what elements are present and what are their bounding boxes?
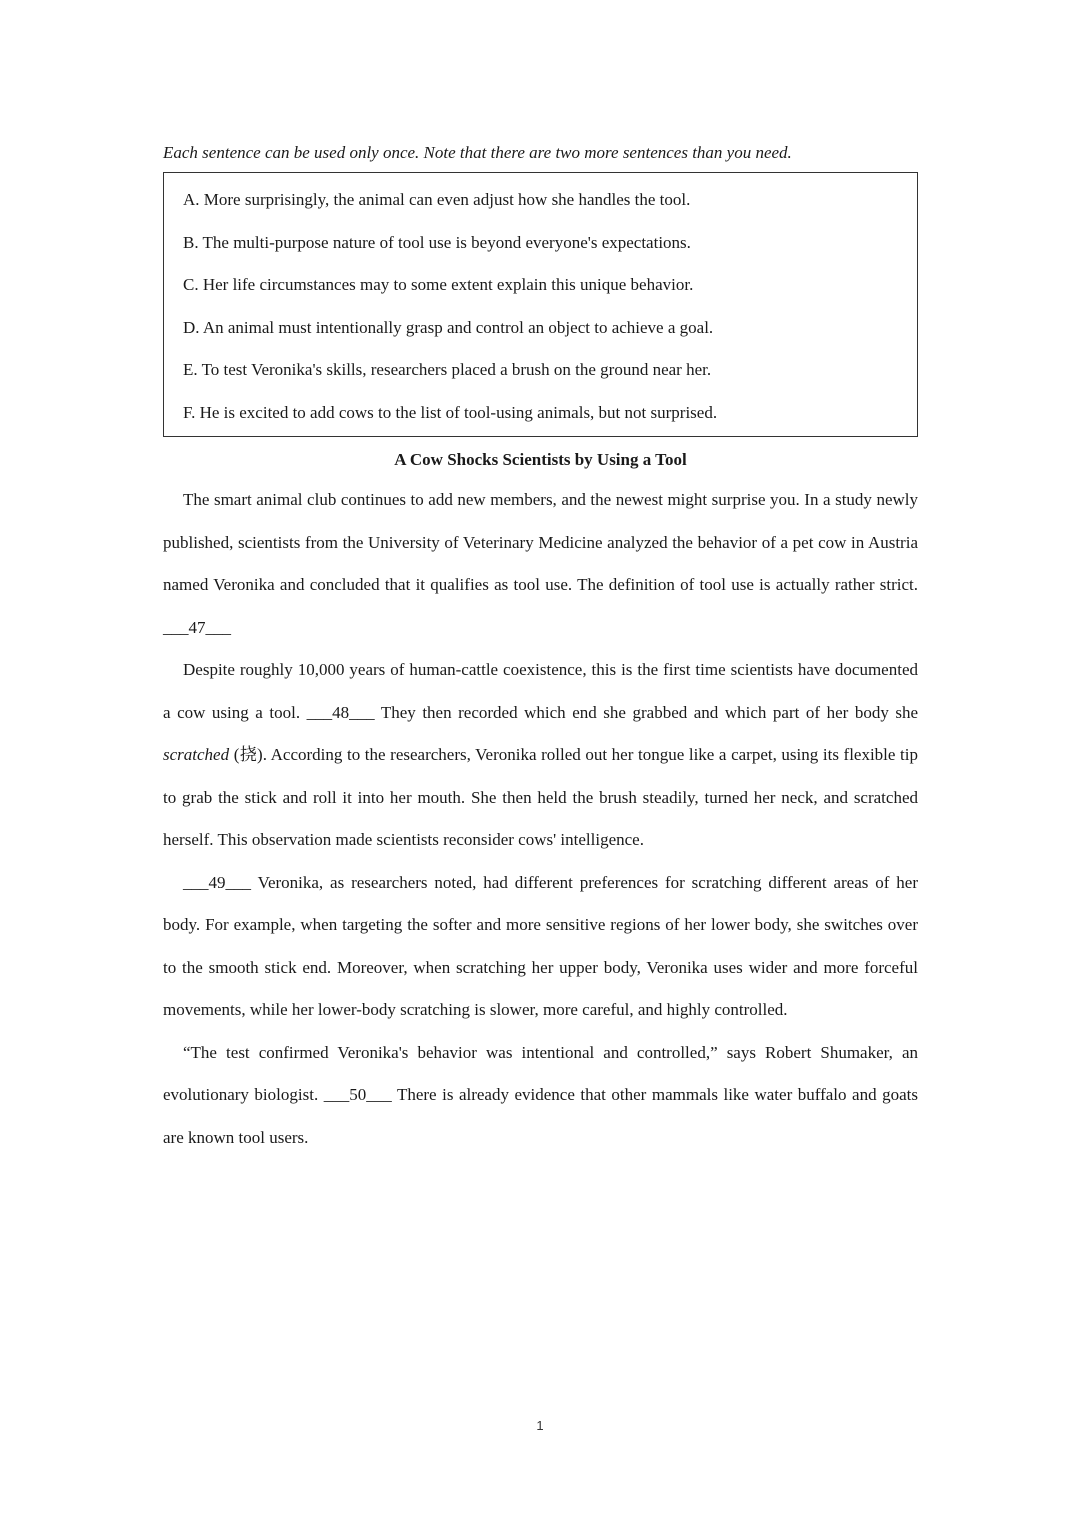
options-box <box>163 172 918 437</box>
option-c: C. Her life circumstances may to some extent explain this unique behavior. <box>183 275 694 294</box>
blank-49: ___49___ <box>183 872 251 892</box>
paragraph-3-text: Veronika, as researchers noted, had different preferences for scratching different areas of her body. For example, when targeting the softer and more sensitive regions of her lower body, she switches over to the smooth stick end. Moreover, when scratching her upper body, Veronika uses wider and more forceful movements, while her lower-body scratching is slower, more careful, and highly controlled. <box>163 872 918 1019</box>
paragraph-1 <box>163 479 918 649</box>
paragraph-2-text-mid: They then recorded which end she grabbed and which part of her body she <box>380 702 919 722</box>
paragraph-4 <box>163 1032 918 1160</box>
paragraph-1-text: The smart animal club continues to add new members, and the newest might surprise you. In a study newly published, scientists from the University of Veterinary Medicine analyzed the behavior of a pet cow in Austria named Veronika and concluded that it qualifies as tool use. The definition of tool use is actually rather strict. <box>163 490 918 594</box>
paragraph-4-text-end: There is already evidence that other mammals like water buffalo and goats are known tool users. <box>163 1085 918 1147</box>
option-e: E. To test Veronika's skills, researchers placed a brush on the ground near her. <box>183 360 712 379</box>
option-d: D. An animal must intentionally grasp and control an object to achieve a goal. <box>183 317 714 337</box>
paragraph-2-text-start: Despite roughly 10,000 years of human-cattle coexistence, this is the first time scientists have documented a cow using a tool. <box>163 660 918 722</box>
option-f: F. He is excited to add cows to the list of tool-using animals, but not surprised. <box>183 402 718 422</box>
blank-48: ___48___ <box>306 702 375 722</box>
article-title: A Cow Shocks Scientists by Using a Tool <box>394 450 687 469</box>
option-a: A. More surprisingly, the animal can even adjust how she handles the tool. <box>183 190 691 209</box>
document-page <box>163 138 918 1159</box>
page-number: 1 <box>536 1418 544 1433</box>
blank-47: ___47___ <box>163 617 231 637</box>
paragraph-4-text-start: “The test confirmed Veronika's behavior was intentional and controlled,” says Robert Shumaker, an evolutionary biologist. <box>163 1042 918 1104</box>
blank-50: ___50___ <box>323 1085 392 1104</box>
chinese-gloss: (挠) <box>233 745 263 764</box>
instruction-text: Each sentence can be used only once. Note that there are two more sentences than you need. <box>163 143 792 162</box>
paragraph-2 <box>163 649 918 862</box>
option-b: B. The multi-purpose nature of tool use is beyond everyone's expectations. <box>183 232 691 252</box>
paragraph-3 <box>163 862 918 1032</box>
scratched-word: scratched <box>163 745 230 764</box>
paragraph-2-text-end: . According to the researchers, Veronika rolled out her tongue like a carpet, using its flexible tip to grab the stick and roll it into her mouth. She then held the brush steadily, turned her neck, and scratched herself. This observation made scientists reconsider cows' intelligence. <box>163 745 918 849</box>
